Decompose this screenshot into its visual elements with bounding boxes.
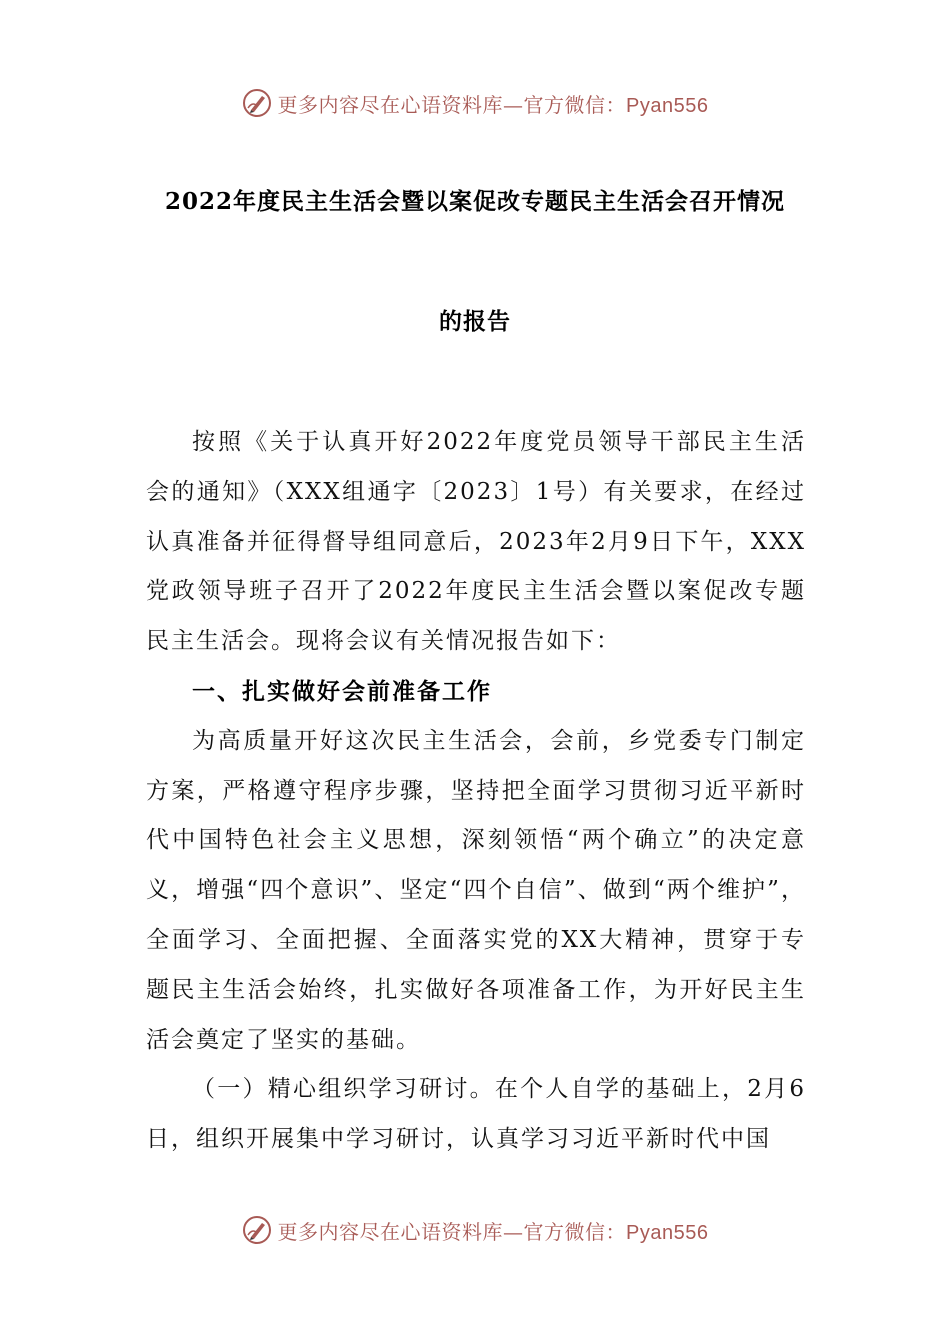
watermark-text-cn: 更多内容尽在心语资料库—官方微信： (277, 92, 627, 117)
section-heading-1: 一、扎实做好会前准备工作 (192, 677, 492, 705)
watermark-group (242, 88, 709, 118)
watermark-footer (0, 1210, 950, 1250)
intro-paragraph: 按照《关于认真开好2022年度党员领导干部民主生活会的通知》（XXX组通字〔2023〕1号）有关要求，在经过认真准备并征得督导组同意后，2023年2月9日下午，XXX党政领导班子召开了2022年度民主生活会暨以案促改专题民主生活会。现将会议有关情况报告如下： (146, 429, 806, 655)
watermark-group (242, 1215, 709, 1245)
pen-logo-icon (242, 88, 272, 118)
pen-logo-icon (242, 1215, 272, 1245)
watermark-header (0, 83, 950, 123)
watermark-wechat-id: Pyan556 (626, 94, 709, 117)
document-body (146, 418, 806, 1165)
watermark-text (278, 89, 709, 118)
document-title-line2: 的报告 (439, 308, 511, 335)
document-title-line1: 2022年度民主生活会暨以案促改专题民主生活会召开情况 (164, 188, 785, 215)
watermark-text-cn: 更多内容尽在心语资料库—官方微信： (277, 1219, 627, 1244)
section1-subparagraph-1: （一）精心组织学习研讨。在个人自学的基础上，2月6日，组织开展集中学习研讨，认真学习习近平新时代中国 (146, 1076, 806, 1153)
watermark-wechat-id: Pyan556 (626, 1221, 709, 1244)
watermark-text (278, 1216, 709, 1245)
section1-paragraph: 为高质量开好这次民主生活会，会前，乡党委专门制定方案，严格遵守程序步骤，坚持把全面学习贯彻习近平新时代中国特色社会主义思想，深刻领悟“两个确立”的决定意义，增强“四个意识”、坚定“四个自信”、做到“两个维护”，全面学习、全面把握、全面落实党的XX大精神，贯穿于专题民主生活会始终，扎实做好各项准备工作，为开好民主生活会奠定了坚实的基础。 (146, 727, 806, 1053)
